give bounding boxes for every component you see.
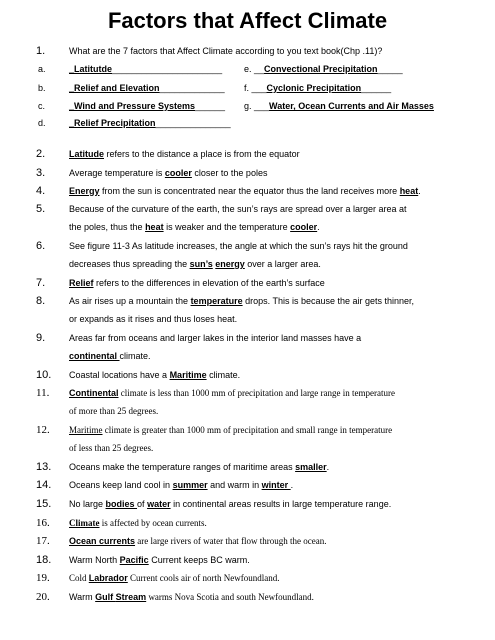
text-segment: in continental areas results in large temperature range. xyxy=(170,499,392,509)
key-term: Maritime xyxy=(69,425,103,435)
answer-letter: c. xyxy=(38,101,46,111)
text-segment: Warm xyxy=(69,592,96,602)
text-segment: As air rises up a mountain the xyxy=(69,296,191,306)
text-segment: . xyxy=(290,480,294,490)
answer-letter: d. xyxy=(38,118,46,128)
text-segment: decreases thus spreading the xyxy=(69,259,190,269)
key-term: Stream xyxy=(115,592,147,602)
statement-text xyxy=(69,221,320,233)
key-term: cooler xyxy=(164,168,192,178)
answer-text: _Wind and Pressure Systems xyxy=(69,101,195,111)
statement-text xyxy=(69,258,321,270)
key-term: Maritime xyxy=(169,370,207,380)
text-segment: Cold xyxy=(69,573,89,583)
text-segment: . xyxy=(326,462,330,472)
answer-right xyxy=(244,82,391,94)
text-segment: Current keeps BC warm. xyxy=(148,555,250,565)
text-segment: refers to the differences in elevation of the earth’s surface xyxy=(93,278,325,288)
text-segment: Coastal locations have a xyxy=(69,370,170,380)
text-segment: Current cools air of north Newfoundland. xyxy=(127,573,280,583)
key-term: Labrador xyxy=(88,573,128,583)
text-segment: or expands as it rises and thus loses heat. xyxy=(69,314,238,324)
answer-letter: e. xyxy=(244,64,255,74)
statement-text xyxy=(69,332,361,344)
key-term: Ocean currents xyxy=(69,536,136,546)
key-term: Gulf xyxy=(95,592,116,602)
key-term: Climate xyxy=(69,518,100,528)
text-segment: climate. xyxy=(119,351,151,361)
statement-text xyxy=(69,277,325,289)
text-segment: closer to the poles xyxy=(191,168,268,178)
key-term: temperature xyxy=(190,296,243,306)
answer-blank: __ xyxy=(254,64,265,74)
answer-blank: _____ xyxy=(377,64,403,74)
statement-text xyxy=(69,442,153,454)
text-segment: are large rivers of water that flow through the ocean. xyxy=(135,536,327,546)
answer-text: Cyclonic Precipitation xyxy=(266,83,362,93)
statement-text xyxy=(69,554,250,566)
answer-letter: f. xyxy=(244,83,252,93)
statement-text xyxy=(69,498,391,510)
key-term: sun’s xyxy=(189,259,213,269)
statement-text xyxy=(69,461,329,473)
answer-blank: ______ xyxy=(361,83,392,93)
key-term: Latitude xyxy=(69,149,104,159)
text-segment: drops. This is because the air gets thinner, xyxy=(242,296,415,306)
key-term: water xyxy=(147,499,171,509)
item-number: 10. xyxy=(36,369,52,381)
text-segment: Because of the curvature of the earth, the sun’s rays are spread over a larger area at xyxy=(69,204,407,214)
text-segment: See figure 11-3 As latitude increases, the angle at which the sun’s rays hit the ground xyxy=(69,241,408,251)
page-title: Factors that Affect Climate xyxy=(107,8,388,33)
item-number: 18. xyxy=(36,554,52,566)
statement-text xyxy=(69,313,237,325)
item-number: 9. xyxy=(36,332,46,344)
key-term: Pacific xyxy=(119,555,149,565)
item-number: 19. xyxy=(36,572,50,584)
key-term: continental xyxy=(69,351,120,361)
key-term: bodies xyxy=(105,499,138,509)
text-segment: is weaker and the temperature xyxy=(163,222,291,232)
text-segment: of xyxy=(137,499,148,509)
item-number: 2. xyxy=(36,148,46,160)
statement-text xyxy=(69,185,421,197)
answer-text: _Relief Precipitation xyxy=(69,118,156,128)
text-segment: over a larger area. xyxy=(244,259,321,269)
text-segment: of less than 25 degrees. xyxy=(69,443,154,453)
item-number: 14. xyxy=(36,479,52,491)
text-segment: is affected by ocean currents. xyxy=(99,518,207,528)
item-number: 4. xyxy=(36,185,46,197)
statement-text xyxy=(69,591,314,603)
text-segment: Warm North xyxy=(69,555,120,565)
text-segment: Oceans make the temperature ranges of maritime areas xyxy=(69,462,296,472)
item-number: 12. xyxy=(36,424,50,436)
text-segment: Areas far from oceans and larger lakes in the interior land masses have a xyxy=(69,333,362,343)
answer-text: Water, Ocean Currents and Air Masses xyxy=(269,101,434,111)
key-term: Relief xyxy=(69,278,94,288)
text-segment: Oceans keep land cool in xyxy=(69,480,173,490)
item-number: 6. xyxy=(36,240,46,252)
statement-text xyxy=(69,405,158,417)
statement-text xyxy=(69,369,240,381)
item-number: 17. xyxy=(36,535,50,547)
item-number: 5. xyxy=(36,203,46,215)
text-segment: from the sun is concentrated near the equator thus the land receives more xyxy=(99,186,400,196)
statement-text xyxy=(69,387,395,399)
answer-blank: ______ xyxy=(194,101,226,111)
answer-letter: a. xyxy=(38,64,46,74)
answer-left xyxy=(69,63,222,75)
answer-text: _Relief and Elevation xyxy=(69,83,160,93)
text-segment: . xyxy=(418,186,421,196)
item-number: 20. xyxy=(36,591,50,603)
item-number: 8. xyxy=(36,295,46,307)
item-number: 15. xyxy=(36,498,52,510)
text-segment: the poles, thus the xyxy=(69,222,146,232)
item-number: 7. xyxy=(36,277,46,289)
statement-text xyxy=(69,517,207,529)
statement-text xyxy=(69,295,414,307)
answer-blank: _______________ xyxy=(155,118,231,128)
statement-text xyxy=(69,148,300,160)
statement-text xyxy=(69,203,407,215)
answer-text: Convectional Precipitation xyxy=(264,64,378,74)
answer-letter: b. xyxy=(38,83,46,93)
statement-text xyxy=(69,535,327,547)
key-term: energy xyxy=(215,259,245,269)
text-segment: climate. xyxy=(206,370,241,380)
key-term: smaller xyxy=(295,462,327,472)
key-term: winter xyxy=(261,480,291,490)
text-segment: of more than 25 degrees. xyxy=(69,406,159,416)
text-segment: climate is greater than 1000 mm of precipitation and small range in temperature xyxy=(102,425,393,435)
question-1-text: What are the 7 factors that Affect Climate according to you text book(Chp .11)? xyxy=(69,46,383,56)
statement-text xyxy=(69,350,151,362)
answer-left xyxy=(69,82,225,94)
statement-text xyxy=(69,479,293,491)
item-number: 11. xyxy=(36,387,50,399)
text-segment: Average temperature is xyxy=(69,168,165,178)
answer-text: _Latitutde xyxy=(69,64,113,74)
answer-letter: g. xyxy=(244,101,255,111)
item-number: 13. xyxy=(36,461,52,473)
text-segment: climate is less than 1000 mm of precipitation and large range in temperature xyxy=(118,388,395,398)
answer-blank: ______________________ xyxy=(112,64,223,74)
text-segment: refers to the distance a place is from the equator xyxy=(104,149,300,159)
text-segment: . xyxy=(317,222,320,232)
item-number: 16. xyxy=(36,517,50,529)
answer-right xyxy=(244,63,403,75)
answer-blank: ___ xyxy=(254,101,270,111)
item-number: 1. xyxy=(36,45,46,57)
key-term: heat xyxy=(399,186,419,196)
key-term: Energy xyxy=(69,186,100,196)
key-term: cooler xyxy=(290,222,318,232)
answer-left xyxy=(69,117,231,129)
key-term: heat xyxy=(145,222,164,232)
statement-text xyxy=(69,240,408,252)
statement-text xyxy=(69,424,392,436)
text-segment: warms Nova Scotia and south Newfoundland. xyxy=(146,592,314,602)
key-term: summer xyxy=(172,480,208,490)
statement-text xyxy=(69,572,280,584)
text-segment: No large xyxy=(69,499,106,509)
answer-left xyxy=(69,100,225,112)
text-segment: and warm in xyxy=(207,480,262,490)
key-term: Continental xyxy=(69,388,119,398)
statement-text xyxy=(69,167,267,179)
answer-blank: ___ xyxy=(251,83,267,93)
answer-blank: _____________ xyxy=(159,83,225,93)
item-number: 3. xyxy=(36,167,46,179)
answer-right xyxy=(244,100,434,112)
